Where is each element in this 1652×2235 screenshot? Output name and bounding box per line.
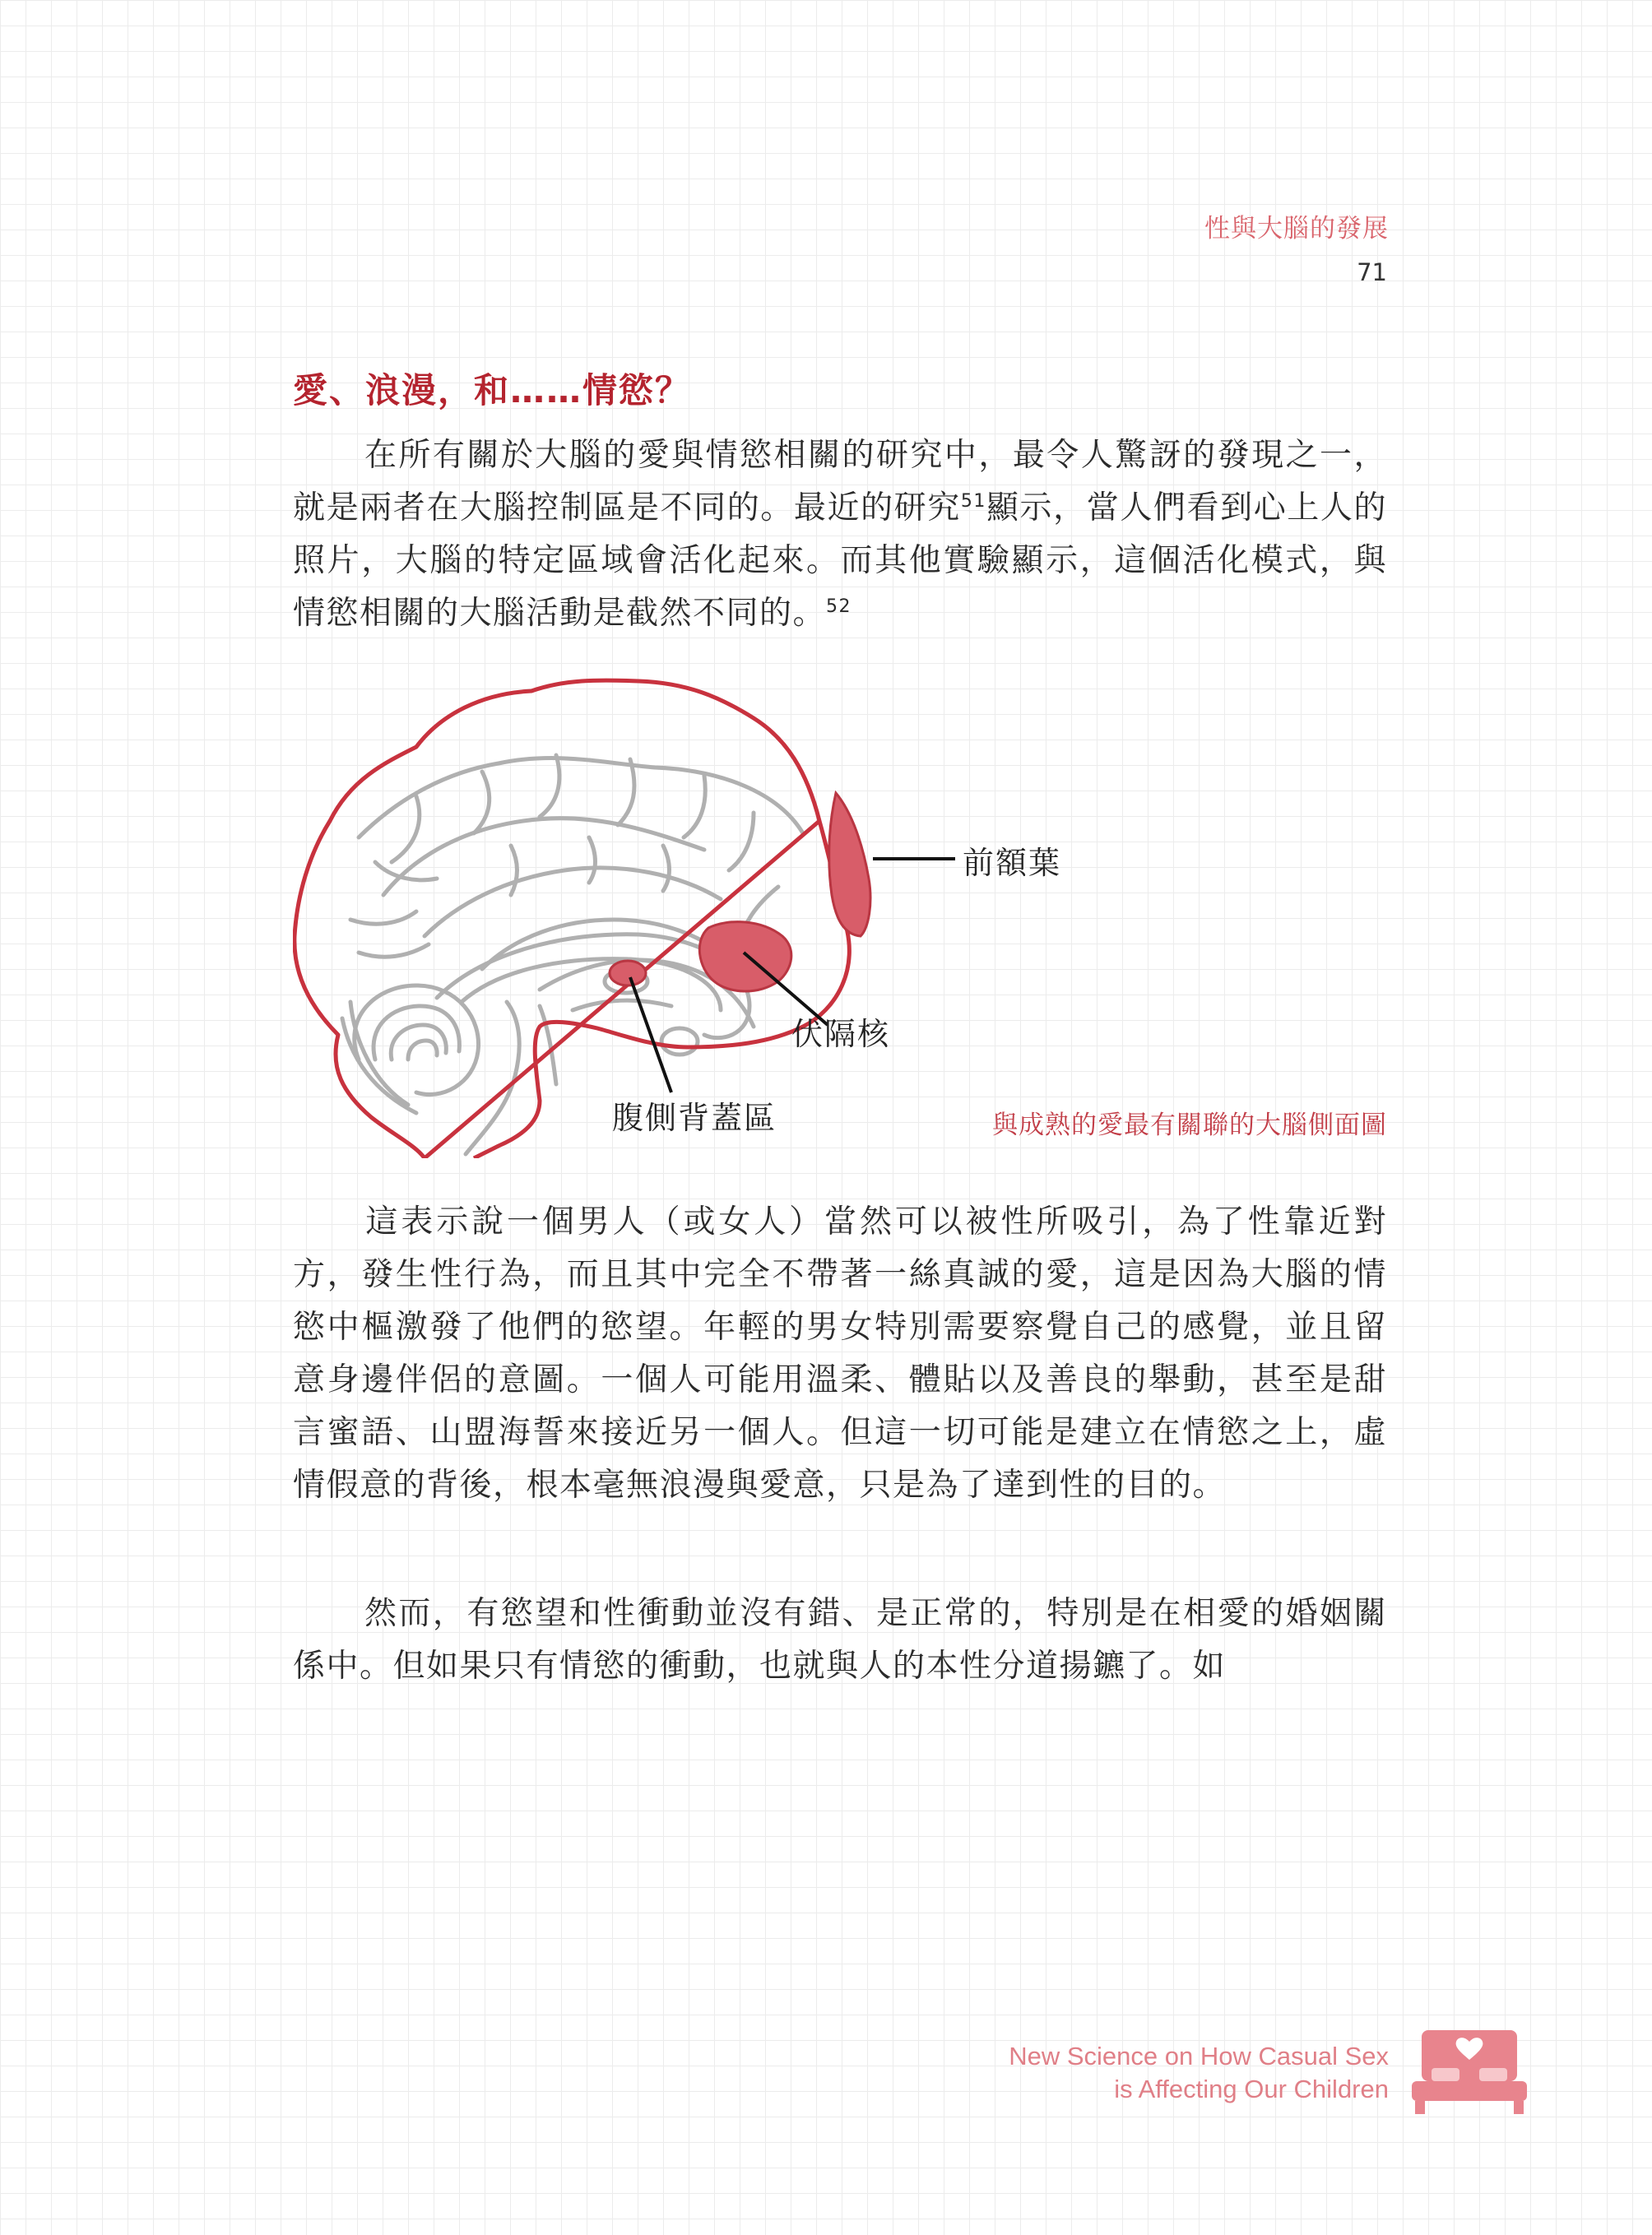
paragraph-3-text: 然而，有慾望和性衝動並沒有錯、是正常的，特別是在相愛的婚姻關係中。但如果只有情慾的衝動，也就與人的本性分道揚鑣了。如	[293, 1595, 1387, 1685]
figure-caption: 與成熟的愛最有關聯的大腦側面圖	[992, 1111, 1387, 1140]
prefrontal-cortex-region[interactable]	[829, 793, 870, 936]
label-leader-lines	[630, 859, 955, 1092]
paragraph-1-text-a: 在所有關於大腦的愛與情慾相關的研究中，最令人驚訝的發現之一，就是兩者在大腦控制區是不同的。最近的研究	[293, 437, 1387, 526]
footer-title-line-2: is Affecting Our Children	[1114, 2075, 1389, 2103]
section-title: 愛、浪漫，和……情慾？	[293, 370, 692, 410]
paragraph-1-text-b: 顯示，當人們看到心上人的照片，大腦的特定區域會活化起來。而其他實驗顯示，這個活化模式，與情慾相關的大腦活動是截然不同的。	[293, 489, 1387, 632]
footnote-ref-51[interactable]: 51	[960, 491, 986, 512]
brain-illustration	[293, 673, 1387, 1158]
paragraph-3	[293, 1588, 1387, 1693]
paragraph-1	[293, 429, 1387, 640]
ventral-tegmental-area-region[interactable]	[610, 961, 646, 985]
running-head: 性與大腦的發展	[1204, 214, 1389, 243]
bed-heart-icon	[1412, 2027, 1527, 2121]
paragraph-2-text: 這表示說一個男人（或女人）當然可以被性所吸引，為了性靠近對方，發生性行為，而且其中完全不帶著一絲真誠的愛，這是因為大腦的情慾中樞激發了他們的慾望。年輕的男女特別需要察覺自己的感覺，並且留意身邊伴侶的意圖。一個人可能用溫柔、體貼以及善良的舉動，甚至是甜言蜜語、山盟海誓來接近另一個人。但這一切可能是建立在情慾之上，虛情假意的背後，根本毫無浪漫與愛意，只是為了達到性的目的。	[293, 1203, 1387, 1504]
page-number: 71	[1357, 258, 1387, 286]
footer-title-line-1: New Science on How Casual Sex	[1009, 2042, 1389, 2070]
footer-book-title	[895, 2040, 1389, 2106]
footnote-ref-52[interactable]: 52	[826, 596, 852, 617]
brain-figure	[293, 673, 1387, 1158]
label-nucleus-accumbens: 伏隔核	[791, 1016, 891, 1052]
paragraph-2	[293, 1196, 1387, 1512]
label-prefrontal-cortex: 前額葉	[963, 845, 1062, 881]
label-ventral-tegmental-area: 腹側背蓋區	[612, 1100, 777, 1136]
